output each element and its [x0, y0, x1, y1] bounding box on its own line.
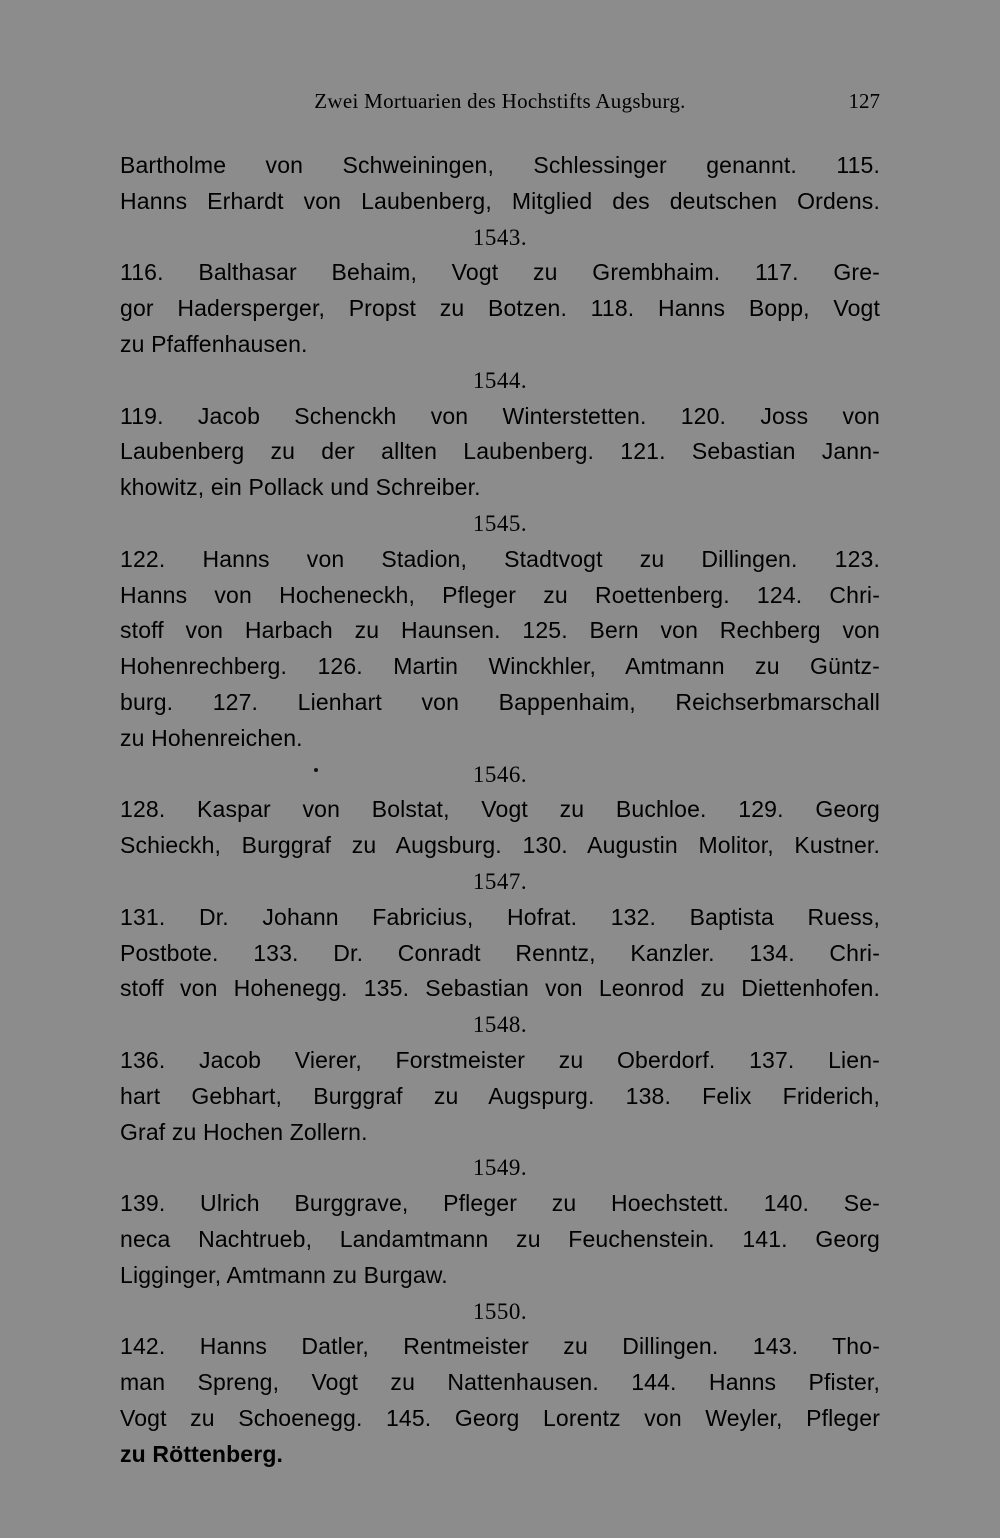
year-heading: 1545.	[472, 510, 528, 536]
text-line: Hanns von Hocheneckh, Pfleger zu Roettenberg. 124. Chri-	[120, 581, 880, 608]
text-line: 142. Hanns Datler, Rentmeister zu Dillingen. 143. Tho-	[120, 1333, 880, 1360]
text-line: 136. Jacob Vierer, Forstmeister zu Oberdorf. 137. Lien-	[120, 1046, 880, 1073]
text-line: zu Pfaffenhausen.	[120, 330, 308, 357]
text-line: 119. Jacob Schenckh von Winterstetten. 120. Joss von	[120, 402, 880, 429]
text-line: neca Nachtrueb, Landamtmann zu Feuchenstein. 141. Georg	[120, 1225, 880, 1252]
text-line: zu Hohenreichen.	[120, 724, 303, 751]
text-line: Schieckh, Burggraf zu Augsburg. 130. Augustin Molitor, Kustner.	[120, 832, 880, 859]
text-line: Postbote. 133. Dr. Conradt Renntz, Kanzler. 134. Chri-	[120, 939, 880, 966]
text-line: burg. 127. Lienhart von Bappenhaim, Reichserbmarschall	[120, 688, 880, 715]
text-line: Laubenberg zu der allten Laubenberg. 121. Sebastian Jann-	[120, 438, 880, 465]
year-heading: 1547.	[472, 868, 528, 894]
text-line: Hohenrechberg. 126. Martin Winckhler, Amtmann zu Güntz-	[120, 653, 880, 680]
year-heading: 1549.	[472, 1155, 528, 1181]
page-number: 127	[848, 89, 880, 113]
year-heading: 1546.	[472, 761, 528, 787]
text-line: zu Röttenberg.	[120, 1440, 284, 1467]
text-line: khowitz, ein Pollack und Schreiber.	[120, 474, 481, 501]
text-line: hart Gebhart, Burggraf zu Augspurg. 138. Felix Friderich,	[120, 1082, 880, 1109]
text-line: 128. Kaspar von Bolstat, Vogt zu Buchloe. 129. Georg	[120, 796, 880, 823]
text-line: 139. Ulrich Burggrave, Pfleger zu Hoechstett. 140. Se-	[120, 1190, 880, 1217]
body-text	[120, 148, 880, 1472]
text-line: 122. Hanns von Stadion, Stadtvogt zu Dillingen. 123.	[120, 545, 880, 572]
text-line: Hanns Erhardt von Laubenberg, Mitglied des deutschen Ordens.	[120, 187, 880, 214]
ink-speck	[314, 768, 318, 772]
year-heading: 1550.	[472, 1298, 528, 1324]
year-heading: 1548.	[472, 1012, 528, 1038]
text-line: Ligginger, Amtmann zu Burgaw.	[120, 1261, 448, 1288]
text-line: Bartholme von Schweiningen, Schlessinger genannt. 115.	[120, 152, 880, 178]
text-line: stoff von Harbach zu Haunsen. 125. Bern von Rechberg von	[120, 617, 880, 644]
text-line: gor Hadersperger, Propst zu Botzen. 118. Hanns Bopp, Vogt	[120, 295, 880, 322]
text-line: man Spreng, Vogt zu Nattenhausen. 144. Hanns Pfister,	[120, 1369, 880, 1396]
text-line: stoff von Hohenegg. 135. Sebastian von Leonrod zu Diettenhofen.	[120, 975, 880, 1002]
text-line: Graf zu Hochen Zollern.	[120, 1118, 368, 1145]
page-header	[120, 84, 880, 118]
text-line: 131. Dr. Johann Fabricius, Hofrat. 132. Baptista Ruess,	[120, 903, 880, 930]
text-line: 116. Balthasar Behaim, Vogt zu Grembhaim. 117. Gre-	[120, 259, 880, 286]
year-heading: 1544.	[472, 367, 528, 393]
year-heading: 1543.	[472, 224, 528, 250]
running-title: Zwei Mortuarien des Hochstifts Augsburg.	[314, 89, 686, 113]
text-line: Vogt zu Schoenegg. 145. Georg Lorentz von Weyler, Pfleger	[120, 1404, 880, 1431]
